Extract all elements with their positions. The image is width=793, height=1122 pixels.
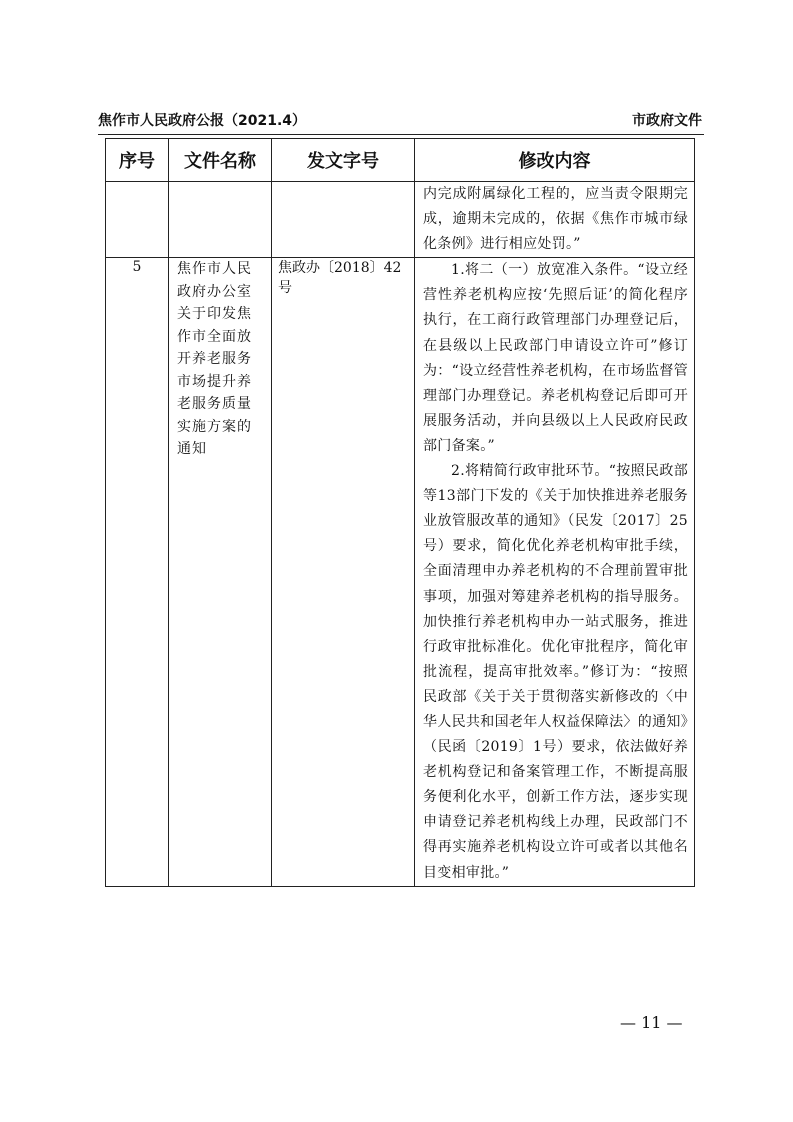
page-number: — 11 — — [620, 1013, 683, 1032]
column-header-docno: 发文字号 — [272, 139, 415, 182]
table-row — [106, 182, 695, 258]
page-header — [98, 110, 704, 135]
revision-content-cell — [415, 258, 695, 886]
revision-paragraph-1: 1.将二（一）放宽准入条件。“设立经营性养老机构应按‘先照后证’的简化程序执行，在工商行政管理部门办理登记后，在县级以上民政部门申请设立许可”修订为：“设立经营性养老机构，在市场监督管理部门办理登记。养老机构登记后即可开展服务活动，并向县级以上人民政府民政部门备案。” — [423, 262, 688, 454]
name-cell — [169, 182, 272, 258]
revision-table — [105, 138, 695, 887]
continuation-text: 内完成附属绿化工程的，应当责令限期完成，逾期未完成的，依据《焦作市城市绿化条例》进行相应处罚。” — [423, 186, 688, 253]
column-header-seq: 序号 — [106, 139, 169, 182]
seq-cell: 5 — [106, 258, 169, 886]
document-number-cell: 焦政办〔2018〕42号 — [272, 258, 415, 886]
revision-paragraph-2: 2.将精简行政审批环节。“按照民政部等13部门下发的《关于加快推进养老服务业放管服改革的通知》（民发〔2017〕25号）要求，简化优化养老机构审批手续，全面清理申办养老机构的不合理前置审批事项，加强对筹建养老机构的指导服务。加快推行养老机构申办一站式服务，推进行政审批标准化。优化审批程序，简化审批流程，提高审批效率。”修订为：“按照民政部《关于关于贯彻落实新修改的〈中华人民共和国老年人权益保障法〉的通知》（民函〔2019〕1号）要求，依法做好养老机构登记和备案管理工作，不断提高服务便利化水平，创新工作方法，逐步实现申请登记养老机构线上办理，民政部门不得再实施养老机构设立许可或者以其他名目变相审批。” — [423, 463, 688, 881]
table-header-row — [106, 139, 695, 182]
document-name-cell: 焦作市人民政府办公室关于印发焦作市全面放开养老服务市场提升养老服务质量实施方案的通知 — [169, 258, 272, 886]
gazette-title: 焦作市人民政府公报（2021.4） — [98, 113, 307, 129]
seq-cell — [106, 182, 169, 258]
table-row — [106, 258, 695, 886]
content-cell — [415, 182, 695, 258]
docno-cell — [272, 182, 415, 258]
section-label: 市政府文件 — [632, 113, 702, 129]
column-header-name: 文件名称 — [169, 139, 272, 182]
column-header-content: 修改内容 — [415, 139, 695, 182]
